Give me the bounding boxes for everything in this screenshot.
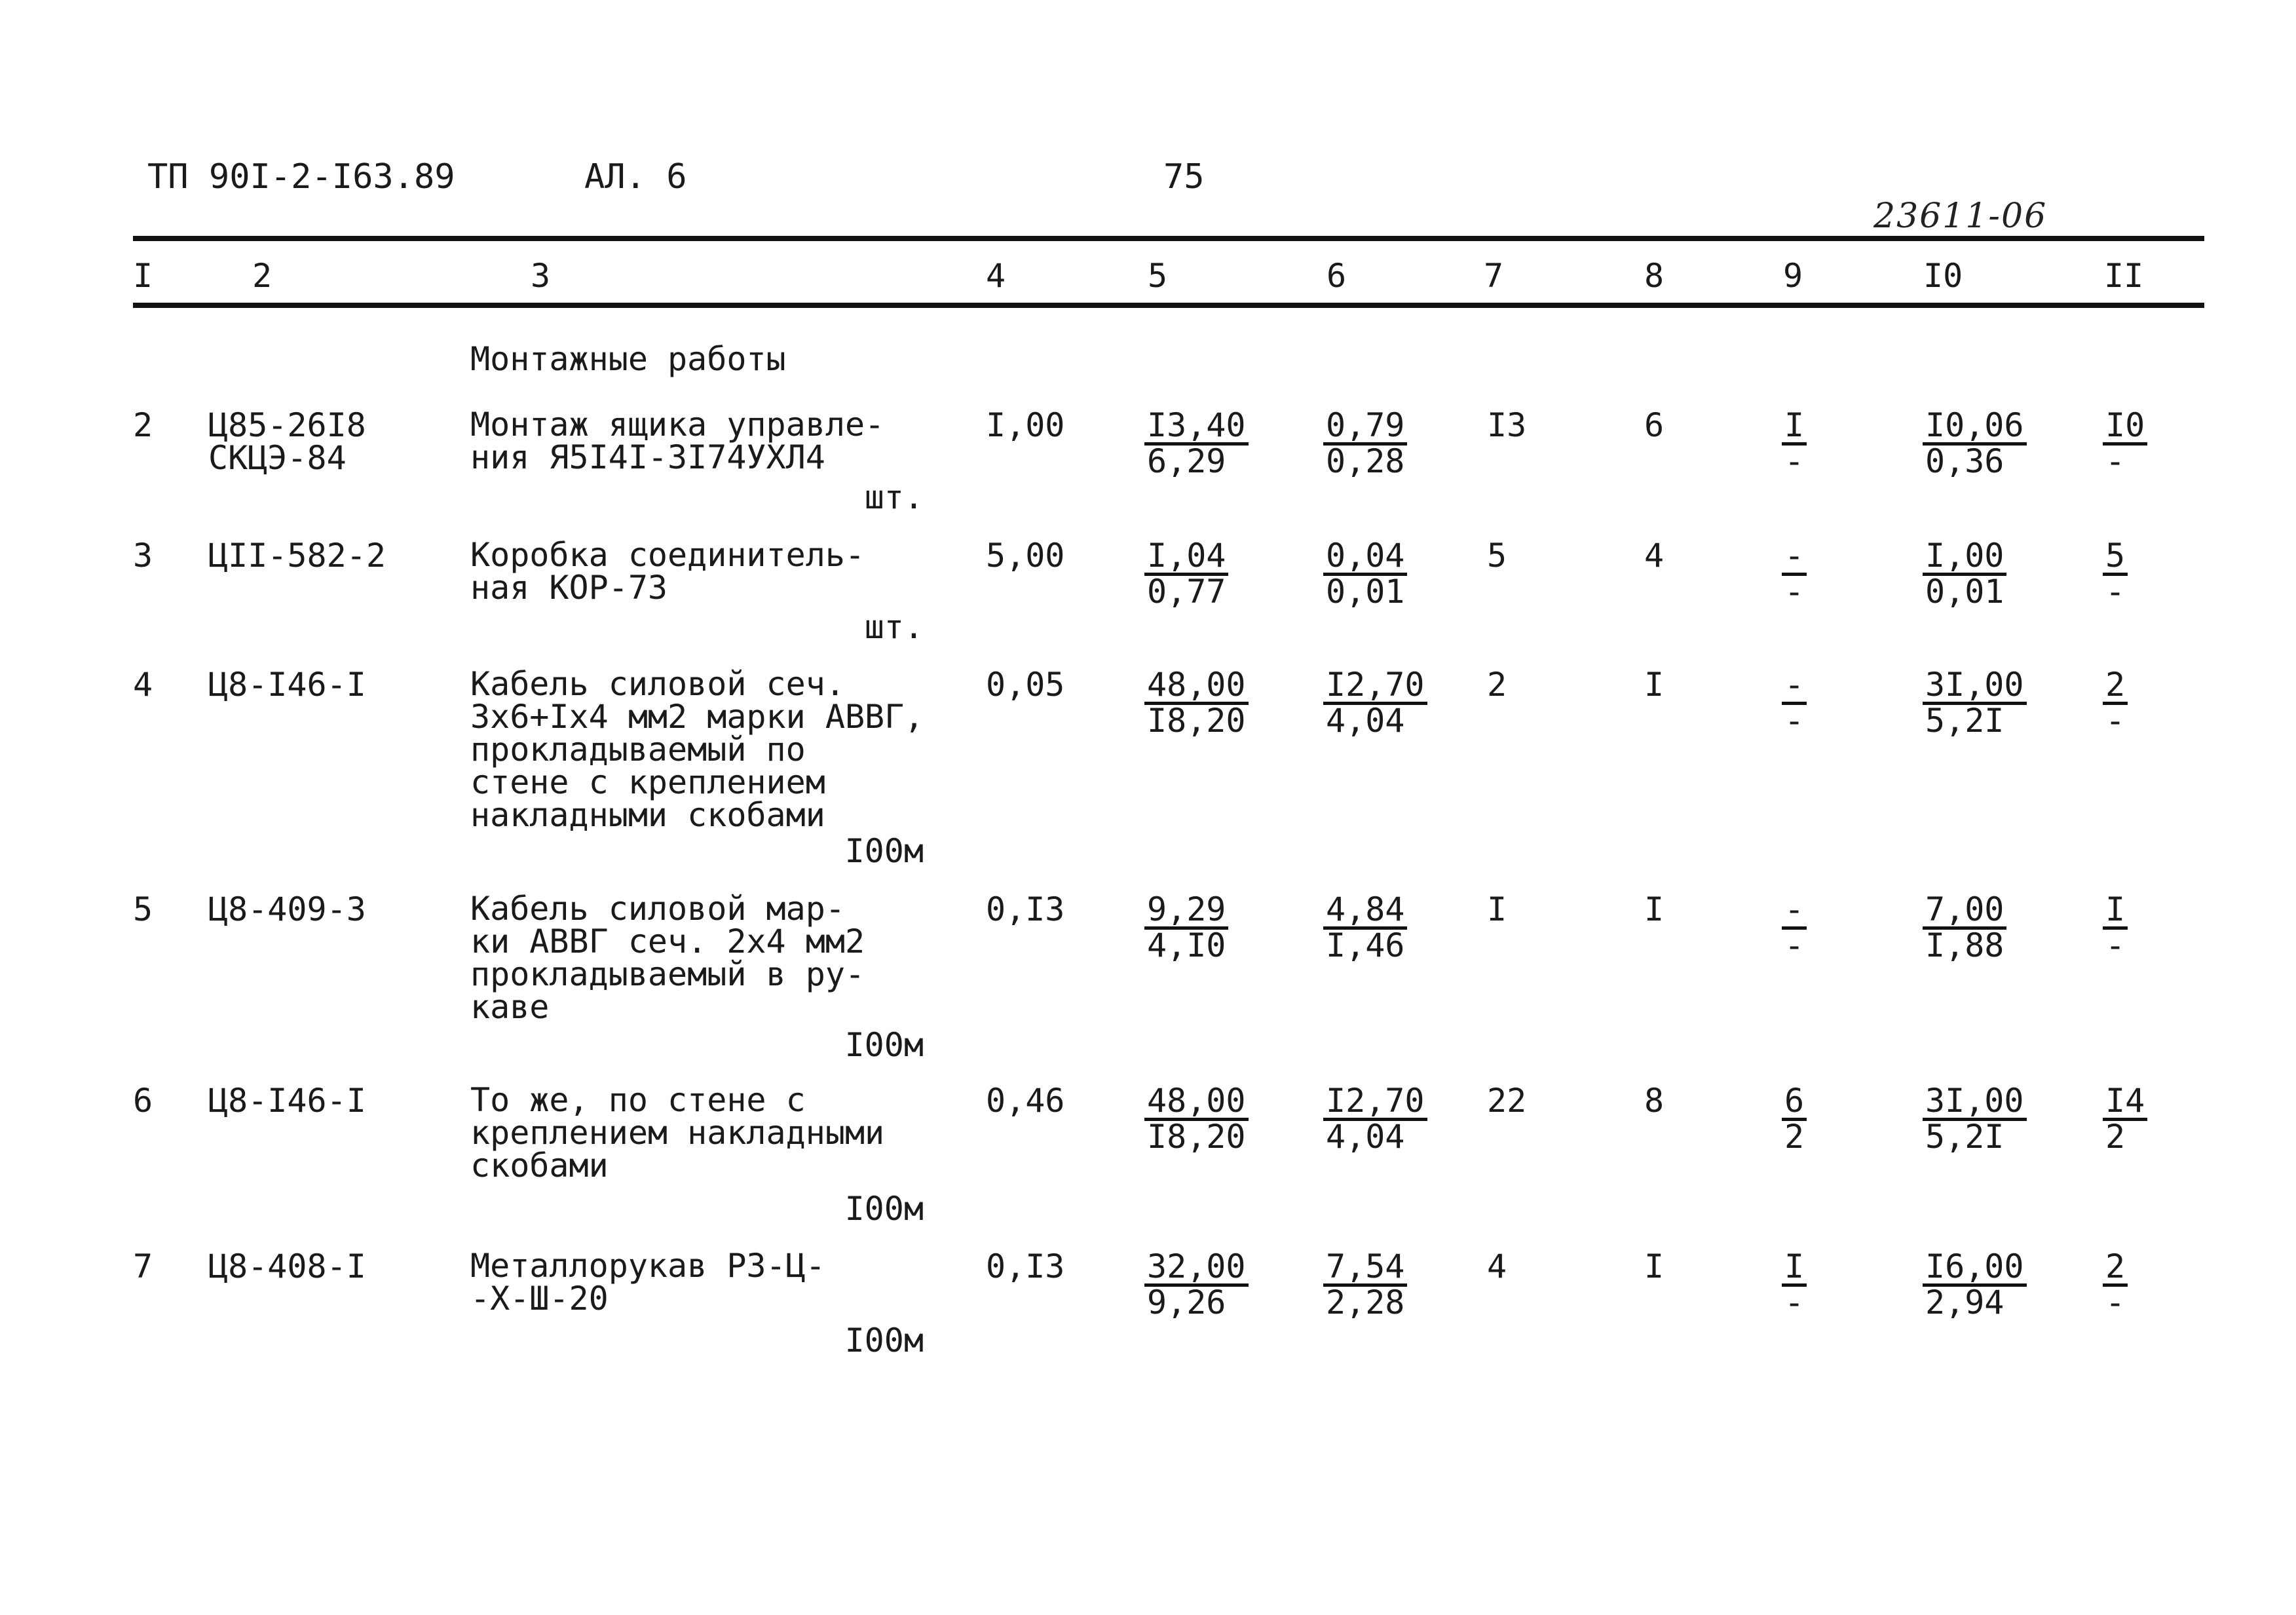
fraction-denominator: I,88 xyxy=(1925,926,2004,964)
norm-code: Ц8-409-3 xyxy=(208,890,366,928)
fraction-cell xyxy=(1323,537,1407,611)
norm-code: Ц8-I46-I xyxy=(208,666,366,704)
section-title: Монтажные работы xyxy=(470,340,786,378)
norm-code: Ц8-I46-I xyxy=(208,1082,366,1120)
column-8-value: 8 xyxy=(1644,1082,1665,1120)
fraction-denominator: - xyxy=(1784,1283,1805,1321)
fraction-denominator: - xyxy=(2105,1283,2126,1321)
fraction-numerator: 3I,00 xyxy=(1923,1085,2027,1121)
row-number: 6 xyxy=(133,1082,153,1120)
document-code: ТП 90I-2-I63.89 xyxy=(147,157,455,197)
row-number: 5 xyxy=(133,890,153,928)
fraction-denominator: 2,94 xyxy=(1925,1283,2004,1321)
column-header: 5 xyxy=(1148,257,1168,295)
fraction-numerator: I,00 xyxy=(1923,540,2006,576)
work-description-line: накладными скобами xyxy=(470,796,825,834)
column-header: 9 xyxy=(1783,257,1803,295)
fraction-numerator: I0 xyxy=(2103,409,2147,446)
fraction-numerator: I6,00 xyxy=(1923,1251,2027,1287)
column-8-value: 4 xyxy=(1644,537,1665,575)
work-description-line: скобами xyxy=(470,1147,609,1185)
norm-code: ЦII-582-2 xyxy=(208,537,386,575)
fraction-cell xyxy=(1923,666,2027,740)
fraction-cell xyxy=(1782,537,1807,611)
fraction-denominator: 0,28 xyxy=(1326,442,1405,480)
fraction-denominator: 0,01 xyxy=(1326,573,1405,611)
column-7-value: I xyxy=(1487,890,1507,928)
fraction-cell xyxy=(1923,1082,2027,1156)
norm-code: Ц85-26I8 xyxy=(208,406,366,444)
column-8-value: I xyxy=(1644,1247,1665,1285)
fraction-cell xyxy=(1923,537,2006,611)
fraction-cell xyxy=(1782,406,1807,480)
page-number: 75 xyxy=(1163,157,1205,197)
column-8-value: I xyxy=(1644,666,1665,704)
fraction-numerator: - xyxy=(1782,894,1807,930)
fraction-cell xyxy=(1782,1247,1807,1321)
fraction-cell xyxy=(2103,666,2128,740)
column-header: 4 xyxy=(986,257,1006,295)
work-description-line: То же, по стене с xyxy=(470,1081,806,1119)
unit-of-measure: I00м xyxy=(844,1026,924,1064)
fraction-numerator: 2 xyxy=(2103,1251,2128,1287)
unit-of-measure: I00м xyxy=(844,1321,924,1359)
norm-code: Ц8-408-I xyxy=(208,1247,366,1285)
table-top-rule xyxy=(133,236,2204,241)
quantity: 0,46 xyxy=(986,1082,1065,1120)
fraction-numerator: I xyxy=(2103,894,2128,930)
fraction-numerator: - xyxy=(1782,669,1807,705)
fraction-denominator: I8,20 xyxy=(1147,702,1246,740)
work-description-line: Кабель силовой мар- xyxy=(470,890,845,928)
fraction-denominator: 2 xyxy=(1784,1118,1805,1156)
fraction-numerator: 9,29 xyxy=(1144,894,1228,930)
fraction-denominator: 5,2I xyxy=(1925,702,2004,740)
fraction-denominator: 0,77 xyxy=(1147,573,1226,611)
fraction-numerator: I xyxy=(1782,409,1807,446)
work-description-line: креплением накладными xyxy=(470,1114,885,1152)
fraction-numerator: 6 xyxy=(1782,1085,1807,1121)
fraction-cell xyxy=(1144,537,1228,611)
work-description-line: Металлорукав РЗ-Ц- xyxy=(470,1247,825,1285)
fraction-cell xyxy=(1923,1247,2027,1321)
fraction-cell xyxy=(1323,1247,1407,1321)
fraction-denominator: - xyxy=(1784,442,1805,480)
fraction-numerator: 7,54 xyxy=(1323,1251,1407,1287)
quantity: 0,I3 xyxy=(986,1247,1065,1285)
fraction-numerator: I3,40 xyxy=(1144,409,1249,446)
fraction-numerator: 3I,00 xyxy=(1923,669,2027,705)
work-description-line: прокладываемый в ру- xyxy=(470,955,865,993)
fraction-denominator: 4,04 xyxy=(1326,702,1405,740)
fraction-denominator: 2,28 xyxy=(1326,1283,1405,1321)
unit-of-measure: шт. xyxy=(864,608,924,646)
fraction-denominator: 4,04 xyxy=(1326,1118,1405,1156)
fraction-numerator: 5 xyxy=(2103,540,2128,576)
fraction-denominator: - xyxy=(2105,926,2126,964)
fraction-cell xyxy=(2103,1247,2128,1321)
fraction-numerator: 48,00 xyxy=(1144,669,1249,705)
album-number: АЛ. 6 xyxy=(584,157,687,197)
column-header: II xyxy=(2104,257,2144,295)
fraction-denominator: I,46 xyxy=(1326,926,1405,964)
fraction-numerator: 2 xyxy=(2103,669,2128,705)
fraction-denominator: 0,36 xyxy=(1925,442,2004,480)
work-description-line: стене с креплением xyxy=(470,763,825,801)
fraction-denominator: - xyxy=(2105,702,2126,740)
fraction-denominator: 0,01 xyxy=(1925,573,2004,611)
fraction-denominator: - xyxy=(1784,702,1805,740)
work-description-line: ки АВВГ сеч. 2х4 мм2 xyxy=(470,922,865,960)
unit-of-measure: шт. xyxy=(864,478,924,516)
fraction-numerator: I4 xyxy=(2103,1085,2147,1121)
table-header-rule xyxy=(133,303,2204,308)
fraction-numerator: - xyxy=(1782,540,1807,576)
fraction-denominator: - xyxy=(1784,926,1805,964)
work-description-line: каве xyxy=(470,988,550,1026)
column-8-value: I xyxy=(1644,890,1665,928)
handwritten-inventory-number: 23611-06 xyxy=(1873,197,2048,236)
fraction-cell xyxy=(2103,537,2128,611)
work-description-line: ная КОР-73 xyxy=(470,569,668,607)
row-number: 2 xyxy=(133,406,153,444)
fraction-cell xyxy=(1144,666,1249,740)
column-7-value: I3 xyxy=(1487,406,1527,444)
work-description-line: 3х6+Iх4 мм2 марки АВВГ, xyxy=(470,698,924,736)
fraction-denominator: - xyxy=(1784,573,1805,611)
column-header: 7 xyxy=(1484,257,1504,295)
fraction-numerator: I2,70 xyxy=(1323,669,1427,705)
column-8-value: 6 xyxy=(1644,406,1665,444)
unit-of-measure: I00м xyxy=(844,1190,924,1228)
fraction-cell xyxy=(1782,890,1807,964)
fraction-numerator: 0,04 xyxy=(1323,540,1407,576)
work-description-line: Монтаж ящика управле- xyxy=(470,406,885,444)
work-description-line: Коробка соединитель- xyxy=(470,536,865,574)
fraction-numerator: 0,79 xyxy=(1323,409,1407,446)
norm-code: СКЦЭ-84 xyxy=(208,439,347,477)
fraction-cell xyxy=(1923,890,2006,964)
fraction-numerator: 4,84 xyxy=(1323,894,1407,930)
fraction-cell xyxy=(1144,406,1249,480)
column-7-value: 5 xyxy=(1487,537,1507,575)
column-7-value: 4 xyxy=(1487,1247,1507,1285)
column-header: I xyxy=(133,257,153,295)
fraction-numerator: I2,70 xyxy=(1323,1085,1427,1121)
fraction-denominator: 6,29 xyxy=(1147,442,1226,480)
fraction-cell xyxy=(1323,1082,1427,1156)
fraction-cell xyxy=(2103,890,2128,964)
fraction-numerator: 32,00 xyxy=(1144,1251,1249,1287)
row-number: 3 xyxy=(133,537,153,575)
quantity: 0,I3 xyxy=(986,890,1065,928)
work-description-line: ния Я5I4I-3I74УХЛ4 xyxy=(470,438,825,476)
fraction-cell xyxy=(2103,406,2147,480)
column-header: I0 xyxy=(1923,257,1963,295)
fraction-numerator: 7,00 xyxy=(1923,894,2006,930)
fraction-cell xyxy=(1144,1247,1249,1321)
fraction-cell xyxy=(1923,406,2027,480)
fraction-denominator: - xyxy=(2105,573,2126,611)
fraction-numerator: I,04 xyxy=(1144,540,1228,576)
column-header: 3 xyxy=(531,257,551,295)
fraction-denominator: 2 xyxy=(2105,1118,2126,1156)
quantity: 5,00 xyxy=(986,537,1065,575)
column-header: 2 xyxy=(252,257,273,295)
fraction-cell xyxy=(1323,890,1407,964)
quantity: 0,05 xyxy=(986,666,1065,704)
fraction-denominator: - xyxy=(2105,442,2126,480)
unit-of-measure: I00м xyxy=(844,832,924,870)
column-7-value: 2 xyxy=(1487,666,1507,704)
work-description-line: Кабель силовой сеч. xyxy=(470,665,845,703)
fraction-denominator: 9,26 xyxy=(1147,1283,1226,1321)
quantity: I,00 xyxy=(986,406,1065,444)
work-description-line: -Х-Ш-20 xyxy=(470,1280,609,1318)
column-header: 8 xyxy=(1644,257,1665,295)
fraction-denominator: 4,I0 xyxy=(1147,926,1226,964)
fraction-cell xyxy=(1144,890,1228,964)
fraction-numerator: 48,00 xyxy=(1144,1085,1249,1121)
fraction-numerator: I0,06 xyxy=(1923,409,2027,446)
column-7-value: 22 xyxy=(1487,1082,1527,1120)
fraction-cell xyxy=(1323,666,1427,740)
row-number: 4 xyxy=(133,666,153,704)
fraction-cell xyxy=(1144,1082,1249,1156)
fraction-cell xyxy=(1782,666,1807,740)
work-description-line: прокладываемый по xyxy=(470,731,806,769)
fraction-cell xyxy=(2103,1082,2147,1156)
column-header: 6 xyxy=(1327,257,1347,295)
fraction-numerator: I xyxy=(1782,1251,1807,1287)
fraction-cell xyxy=(1782,1082,1807,1156)
fraction-cell xyxy=(1323,406,1407,480)
fraction-denominator: 5,2I xyxy=(1925,1118,2004,1156)
row-number: 7 xyxy=(133,1247,153,1285)
fraction-denominator: I8,20 xyxy=(1147,1118,1246,1156)
